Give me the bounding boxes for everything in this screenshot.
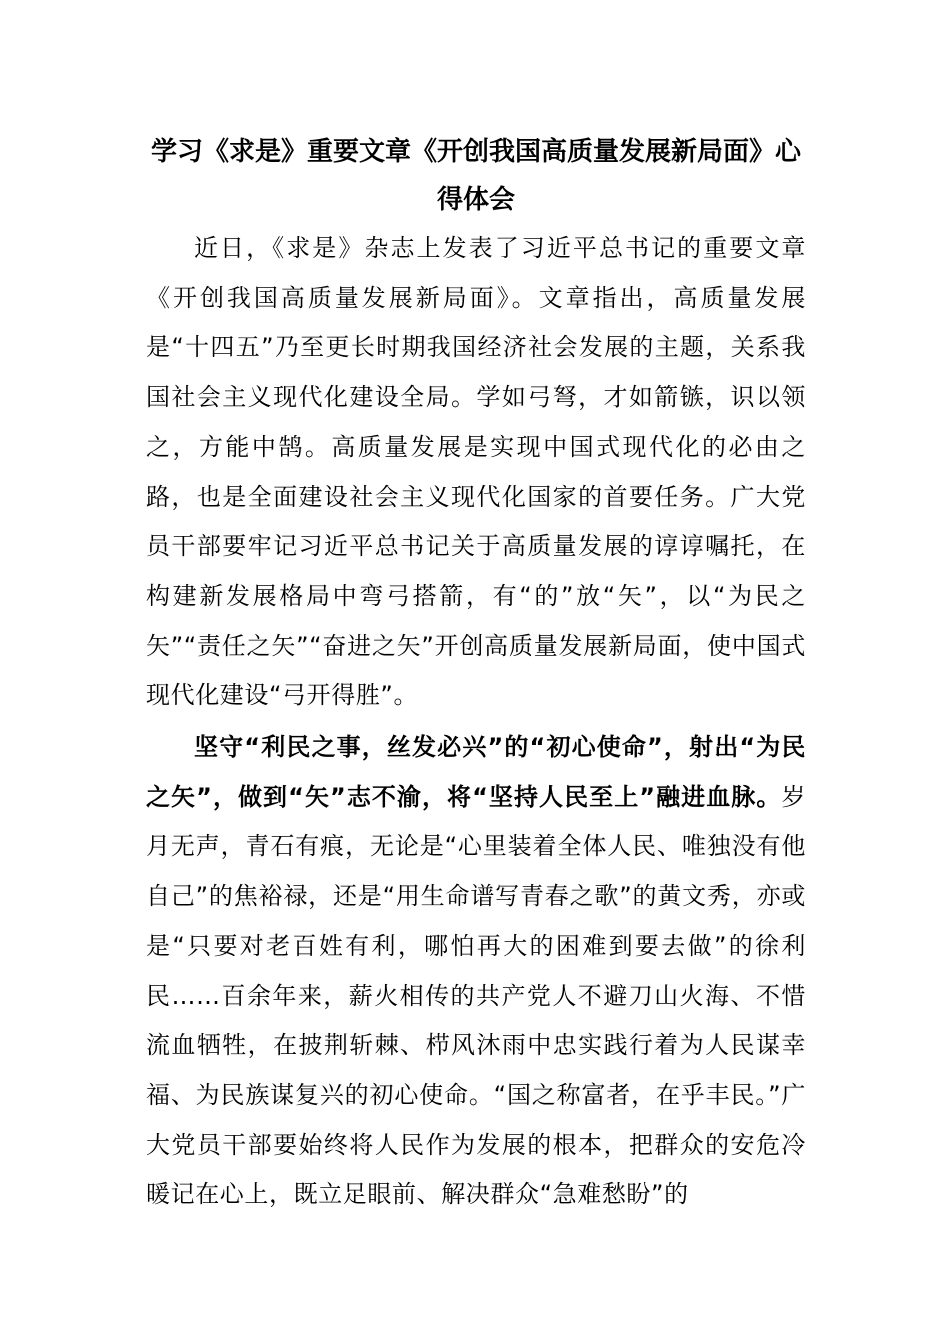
section-heading: 坚守“利民之事，丝发必兴”的“初心使命”，射出“为民之矢”，做到“矢”志不渝，将“坚持人民至上”融进血脉。 <box>146 733 806 811</box>
document-page <box>146 128 806 1220</box>
document-title: 学习《求是》重要文章《开创我国高质量发展新局面》心得体会 <box>150 137 801 215</box>
paragraph-section-one <box>146 723 806 1220</box>
section-body: 岁月无声，青石有痕，无论是“心里装着全体人民、唯独没有他自己”的焦裕禄，还是“用生命谱写青春之歌”的黄文秀，亦或是“只要对老百姓有利，哪怕再大的困难到要去做”的徐利民……百余年来，薪火相传的共产党人不避刀山火海、不惜流血牺牲，在披荆斩棘、栉风沐雨中忠实践行着为人民谋幸福、为民族谋复兴的初心使命。“国之称富者，在乎丰民。”广大党员干部要始终将人民作为发展的根本，把群众的安危冷暖记在心上，既立足眼前、解决群众“急难愁盼”的 <box>146 782 806 1209</box>
paragraph-intro: 近日，《求是》杂志上发表了习近平总书记的重要文章《开创我国高质量发展新局面》。文章指出，高质量发展是“十四五”乃至更长时期我国经济社会发展的主题，关系我国社会主义现代化建设全局。学如弓弩，才如箭镞，识以领之，方能中鹄。高质量发展是实现中国式现代化的必由之路，也是全面建设社会主义现代化国家的首要任务。广大党员干部要牢记习近平总书记关于高质量发展的谆谆嘱托，在构建新发展格局中弯弓搭箭，有“的”放“矢”，以“为民之矢”“责任之矢”“奋进之矢”开创高质量发展新局面，使中国式现代化建设“弓开得胜”。 <box>146 234 806 710</box>
